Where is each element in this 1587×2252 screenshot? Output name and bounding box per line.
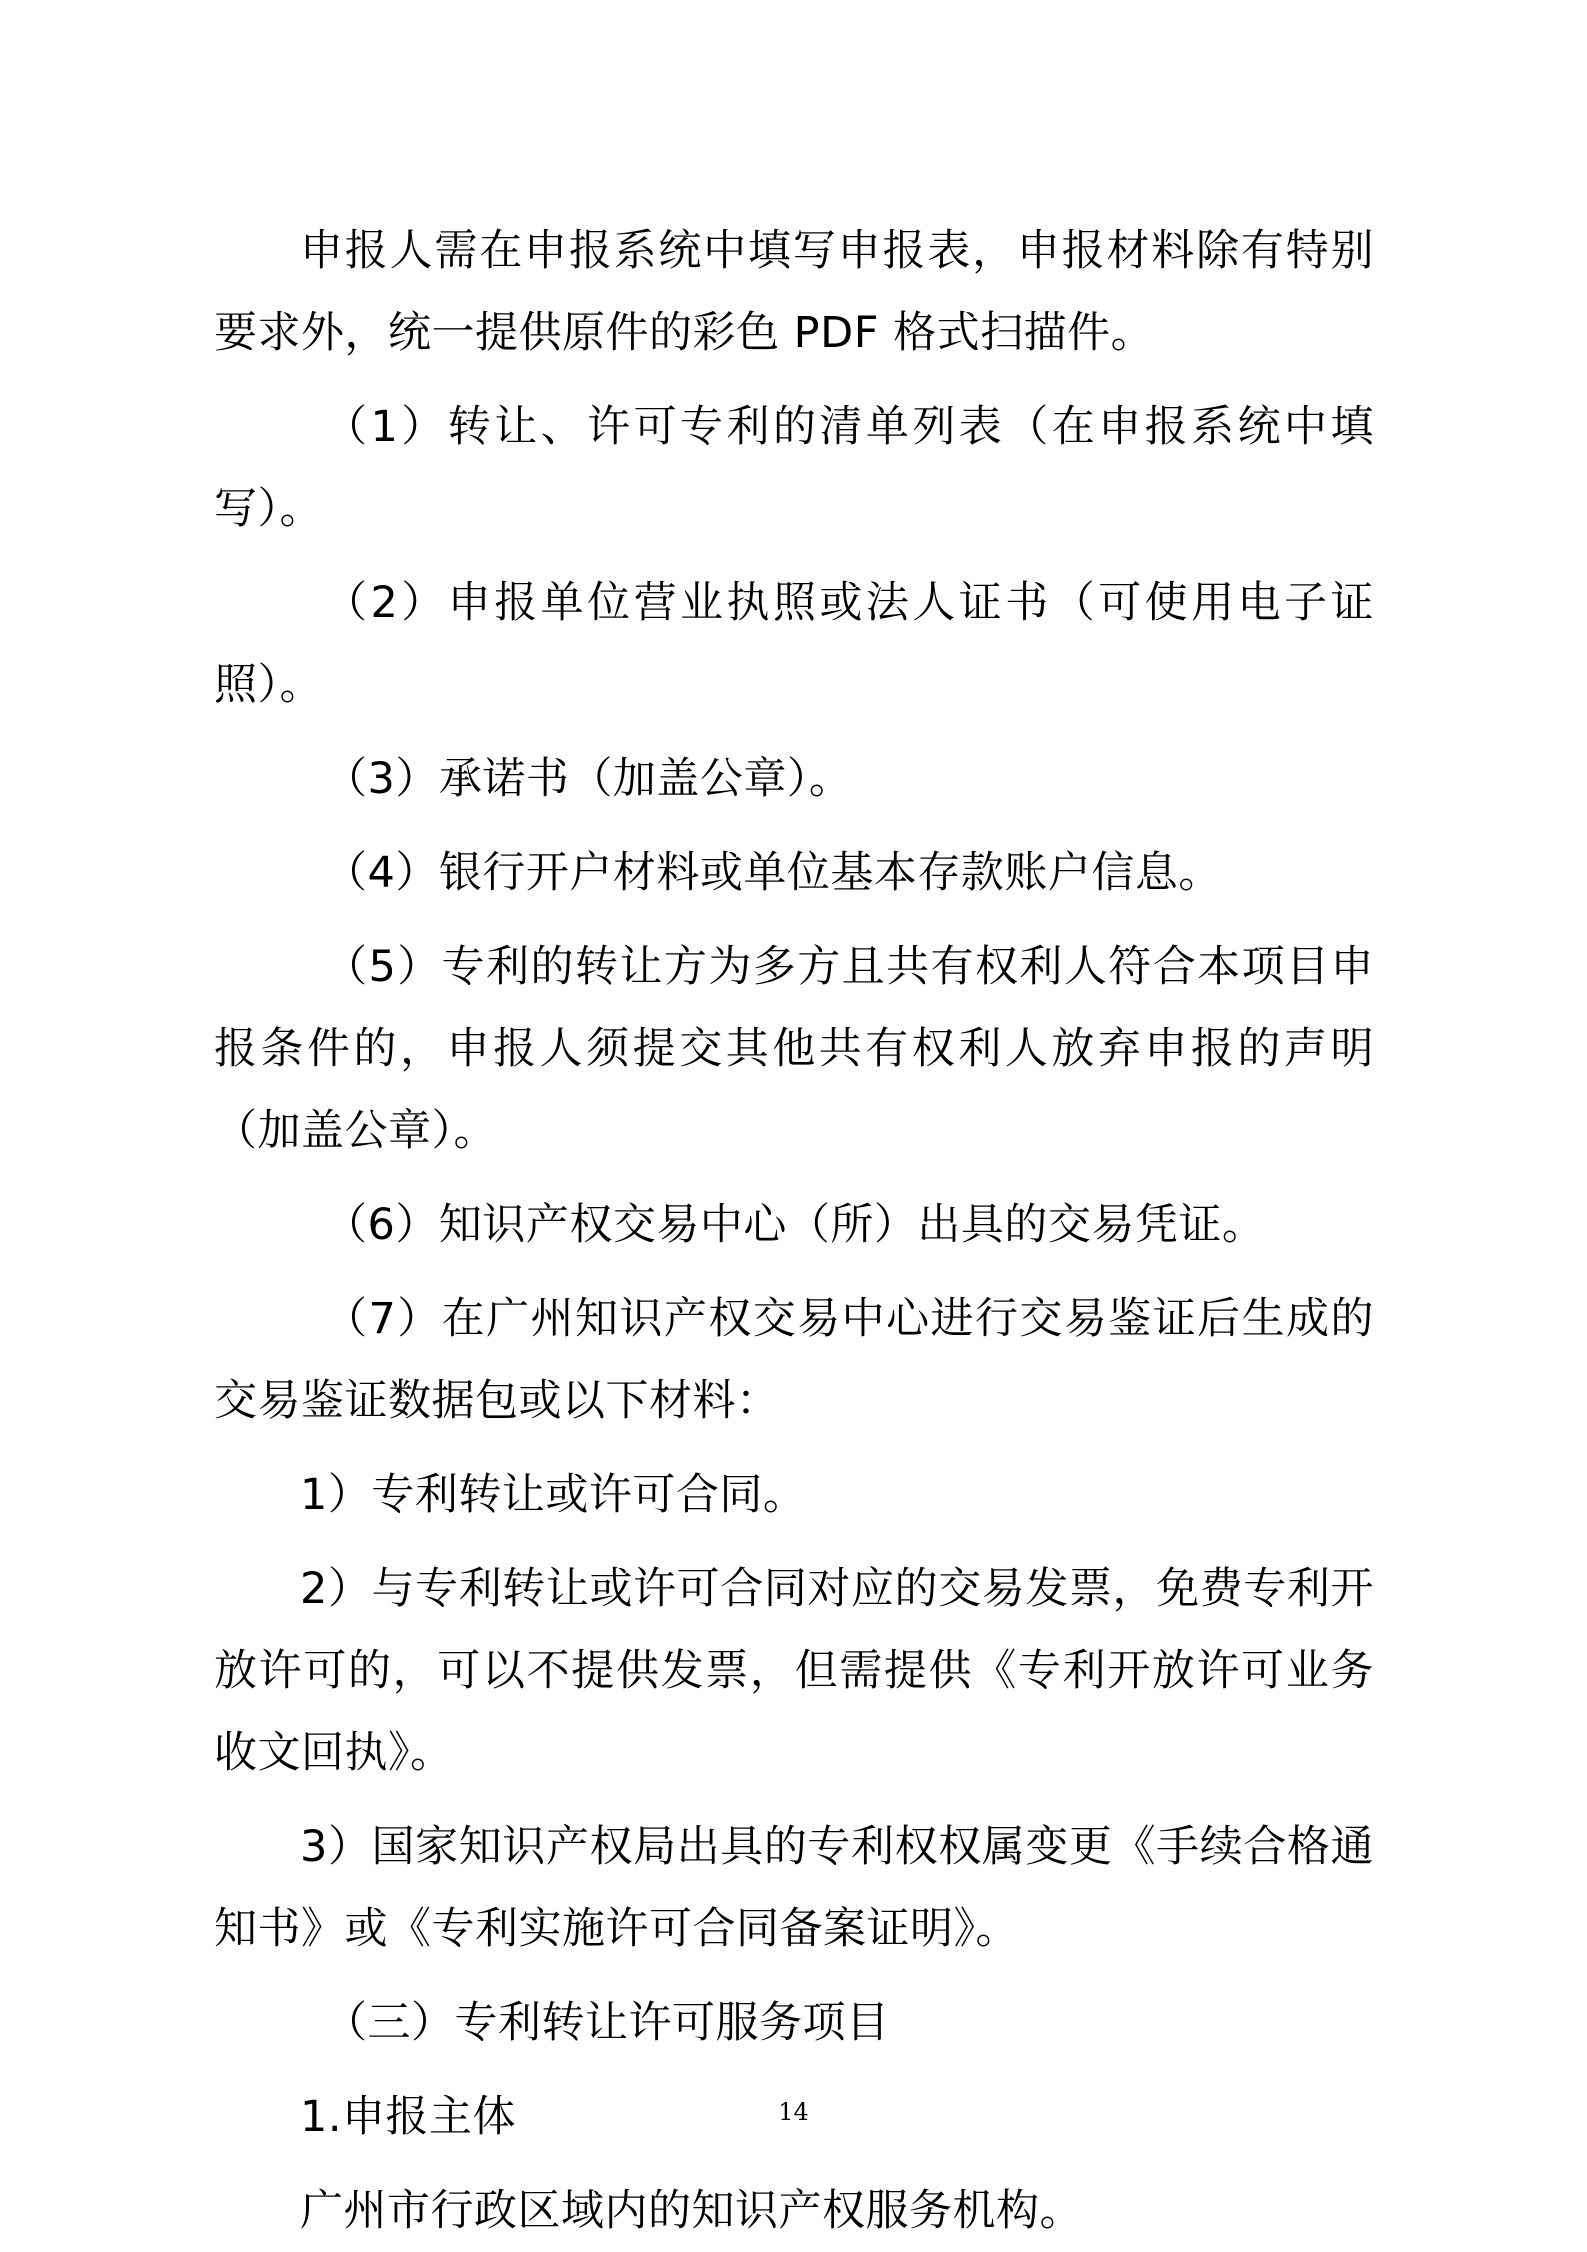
subsection-heading: 1.申报主体 [300, 2092, 517, 2142]
document-body [214, 210, 1374, 2252]
sub-item-3: 3）国家知识产权局出具的专利权权属变更《手续合格通知书》或《专利实施许可合同备案证明》。 [214, 1822, 1374, 1954]
list-item-7: （7）在广州知识产权交易中心进行交易鉴证后生成的交易鉴证数据包或以下材料： [214, 1294, 1374, 1426]
list-item-4: （4）银行开户材料或单位基本存款账户信息。 [324, 848, 1222, 898]
intro-paragraph: 申报人需在申报系统中填写申报表，申报材料除有特别要求外，统一提供原件的彩色 PDF 格式扫描件。 [214, 226, 1374, 358]
sub-item-1: 1）专利转让或许可合同。 [300, 1470, 807, 1520]
list-item-1: （1）转让、许可专利的清单列表（在申报系统中填写）。 [214, 402, 1374, 534]
applicant-description: 广州市行政区域内的知识产权服务机构。 [300, 2186, 1083, 2236]
list-item-2: （2）申报单位营业执照或法人证书（可使用电子证照）。 [214, 578, 1374, 710]
list-item-3: （3）承诺书（加盖公章）。 [324, 754, 853, 804]
list-item-5: （5）专利的转让方为多方且共有权利人符合本项目申报条件的，申报人须提交其他共有权利人放弃申报的声明（加盖公章）。 [214, 942, 1374, 1156]
page-number: 14 [778, 2098, 809, 2126]
section-heading: （三）专利转让许可服务项目 [324, 1998, 890, 2048]
sub-item-2: 2）与专利转让或许可合同对应的交易发票，免费专利开放许可的，可以不提供发票，但需提供《专利开放许可业务收文回执》。 [214, 1564, 1374, 1778]
list-item-6: （6）知识产权交易中心（所）出具的交易凭证。 [324, 1200, 1266, 1250]
